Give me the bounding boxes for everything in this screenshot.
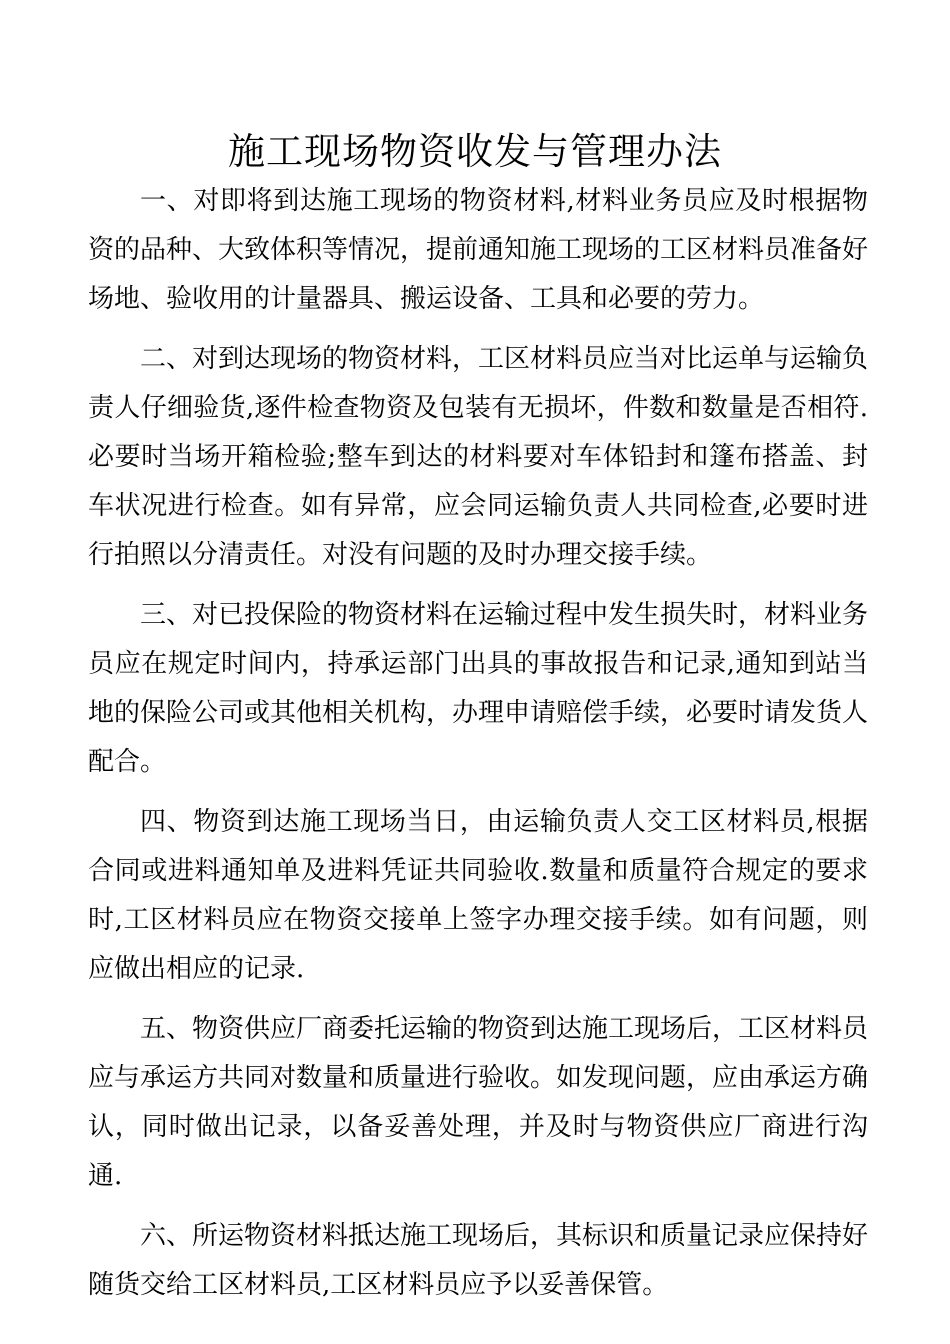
paragraph-4: 四、物资到达施工现场当日，由运输负责人交工区材料员,根据合同或进料通知单及进料凭证共同验收.数量和质量符合规定的要求时,工区材料员应在物资交接单上签字办理交接手续。如有问题，则应做出相应的记录. [88,807,868,984]
document-title: 施工现场物资收发与管理办法 [228,130,722,173]
paragraph-3: 三、对已投保险的物资材料在运输过程中发生损失时，材料业务员应在规定时间内，持承运部门出具的事故报告和记录,通知到站当地的保险公司或其他相关机构，办理申请赔偿手续，必要时请发货人配合。 [88,600,869,777]
paragraph-1: 一、对即将到达施工现场的物资材料,材料业务员应及时根据物资的品种、大致体积等情况，提前通知施工现场的工区材料员准备好场地、验收用的计量器具、搬运设备、工具和必要的劳力。 [88,186,869,314]
paragraph-5: 五、物资供应厂商委托运输的物资到达施工现场后，工区材料员应与承运方共同对数量和质量进行验收。如发现问题，应由承运方确认，同时做出记录，以备妥善处理，并及时与物资供应厂商进行沟通. [88,1014,869,1191]
paragraph-6: 六、所运物资材料抵达施工现场后，其标识和质量记录应保持好随货交给工区材料员,工区材料员应予以妥善保管。 [88,1221,869,1300]
document-body [88,177,868,1321]
paragraph-2: 二、对到达现场的物资材料，工区材料员应当对比运单与运输负责人仔细验货,逐件检查物资及包装有无损坏，件数和数量是否相符.必要时当场开箱检验;整车到达的材料要对车体铅封和篷布搭盖、封车状况进行检查。如有异常，应会同运输负责人共同检查,必要时进行拍照以分清责任。对没有问题的及时办理交接手续。 [88,344,869,570]
